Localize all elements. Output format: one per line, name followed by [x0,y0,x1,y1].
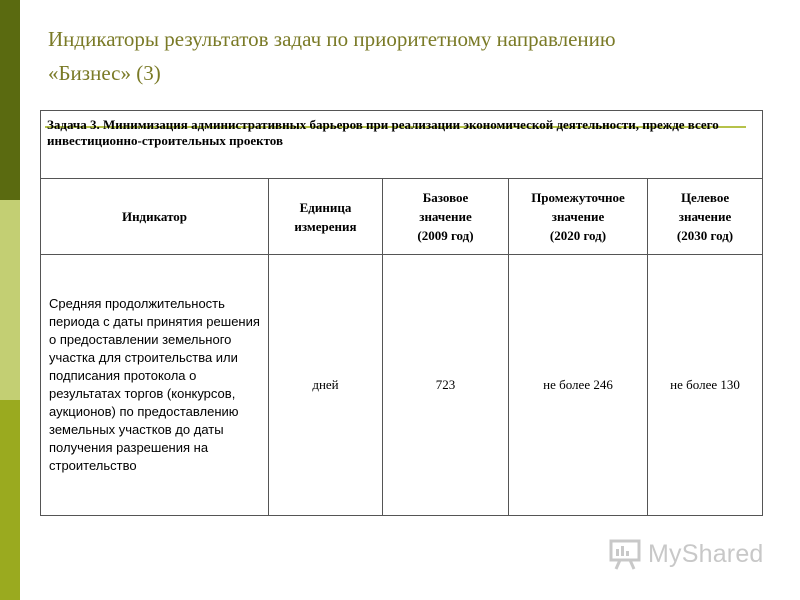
watermark-text: MyShared [648,539,764,568]
header-target-line1: Целевое [680,190,730,205]
side-strip-light [0,200,20,400]
watermark-logo [608,536,764,572]
header-indicator-text: Индикатор [121,209,188,224]
task-row [41,111,763,179]
header-mid-line1: Промежуточное [531,190,625,205]
cell-unit: дней [269,255,383,516]
header-unit-line2: измерения [294,218,357,234]
task-text: Задача 3. Минимизация административных барьеров при реализации экономической деятельности, прежде всего инвестиционно-строительных проектов [47,117,719,148]
header-unit-line1: Единица [299,199,352,215]
header-row [41,179,763,255]
slide-title-line1: Индикаторы результатов задач по приоритетному направлению [48,27,616,51]
header-unit [269,179,383,255]
side-strip-olive [0,400,20,600]
header-target-line2: значение [678,209,732,224]
slide-title-line2: «Бизнес» (3) [48,61,161,85]
header-mid-line3: (2020 год) [549,228,607,243]
cell-indicator: Средняя продолжительность периода с даты принятия решения о предоставлении земельного участка для строительства или подписания протокола о результатах торгов (конкурсов, аукционов) по предоставлению земельных участков до даты получения разрешения на строительство [41,255,269,516]
slide-title [48,22,768,90]
header-base-line3: (2009 год) [417,228,474,243]
header-mid-line2: значение [551,209,605,224]
task-cell [41,111,763,179]
header-target-line3: (2030 год) [676,228,734,243]
header-base-line2: значение [419,209,472,224]
header-base-line1: Базовое [422,190,469,205]
header-intermediate [509,179,648,255]
header-target [648,179,763,255]
header-indicator [41,179,269,255]
cell-target: не более 130 [648,255,763,516]
table-row [41,255,763,516]
presentation-icon [608,537,642,571]
side-strip-dark [0,0,20,200]
cell-intermediate: не более 246 [509,255,648,516]
indicators-table [40,110,763,516]
cell-base: 723 [383,255,509,516]
header-base [383,179,509,255]
